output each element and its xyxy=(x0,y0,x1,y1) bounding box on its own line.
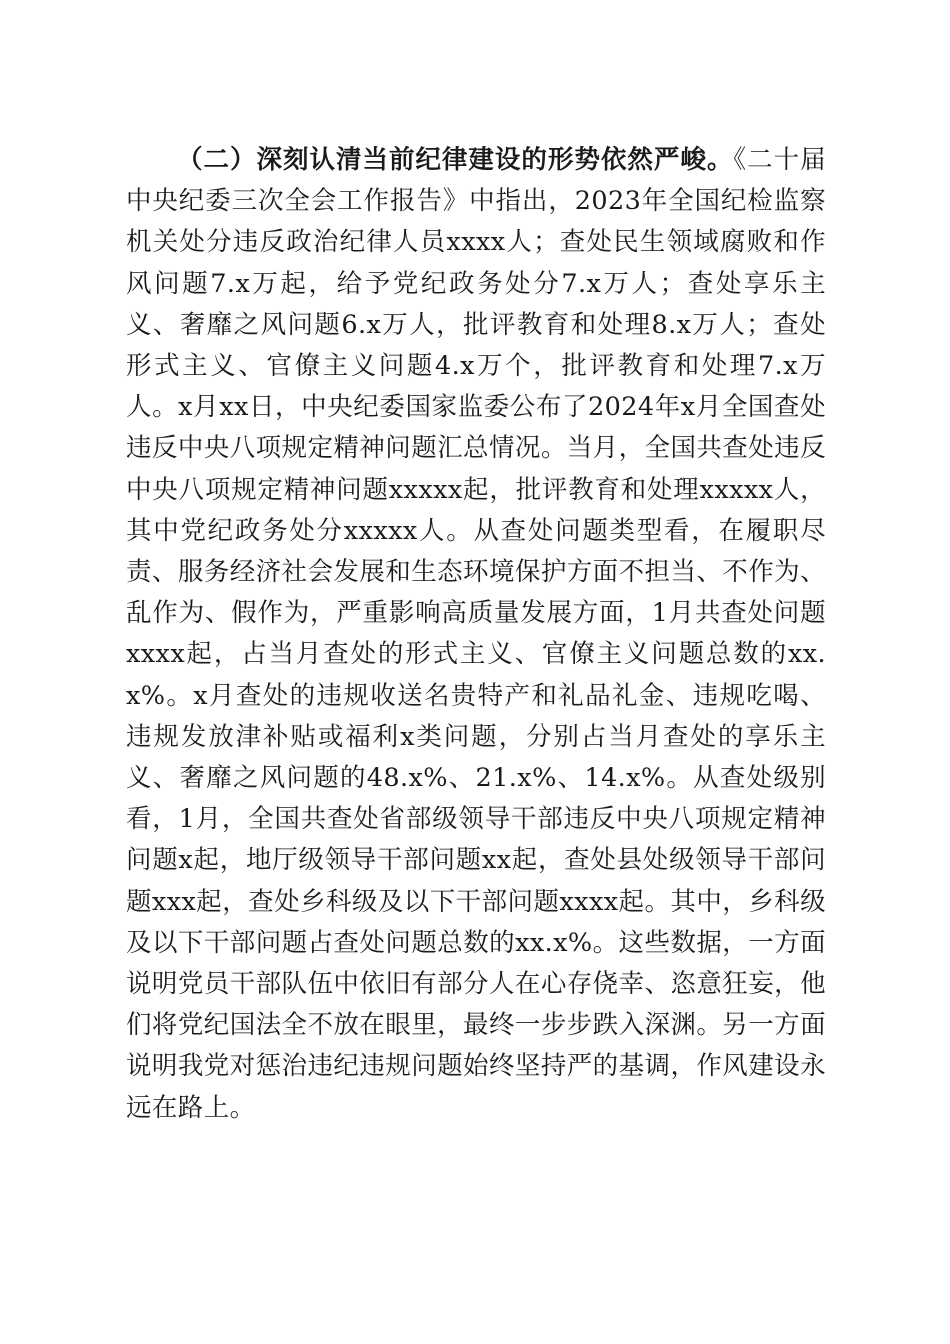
section-heading: （二）深刻认清当前纪律建设的形势依然严峻。 xyxy=(177,145,734,175)
paragraph-body: 《二十届中央纪委三次全会工作报告》中指出，2023年全国纪检监察机关处分违反政治纪律人员xxxx人；查处民生领域腐败和作风问题7.x万起，给予党纪政务处分7.x万人；查处享乐主义、奢靡之风问题6.x万人，批评教育和处理8.x万人；查处形式主义、官僚主义问题4.x万个，批评教育和处理7.x万人。x月xx日，中央纪委国家监委公布了2024年x月全国查处违反中央八项规定精神问题汇总情况。当月，全国共查处违反中央八项规定精神问题xxxxx起，批评教育和处理xxxxx人，其中党纪政务处分xxxxx人。从查处问题类型看，在履职尽责、服务经济社会发展和生态环境保护方面不担当、不作为、乱作为、假作为，严重影响高质量发展方面，1月共查处问题xxxx起，占当月查处的形式主义、官僚主义问题总数的xx.x%。x月查处的违规收送名贵特产和礼品礼金、违规吃喝、违规发放津补贴或福利x类问题，分别占当月查处的享乐主义、奢靡之风问题的48.x%、21.x%、14.x%。从查处级别看，1月，全国共查处省部级领导干部违反中央八项规定精神问题x起，地厅级领导干部问题xx起，查处县处级领导干部问题xxx起，查处乡科级及以下干部问题xxxx起。其中，乡科级及以下干部问题占查处问题总数的xx.x%。这些数据，一方面说明党员干部队伍中依旧有部分人在心存侥幸、恣意狂妄，他们将党纪国法全不放在眼里，最终一步步跌入深渊。另一方面说明我党对惩治违纪违规问题始终坚持严的基调，作风建设永远在路上。 xyxy=(126,145,826,1123)
body-paragraph xyxy=(126,140,826,1129)
